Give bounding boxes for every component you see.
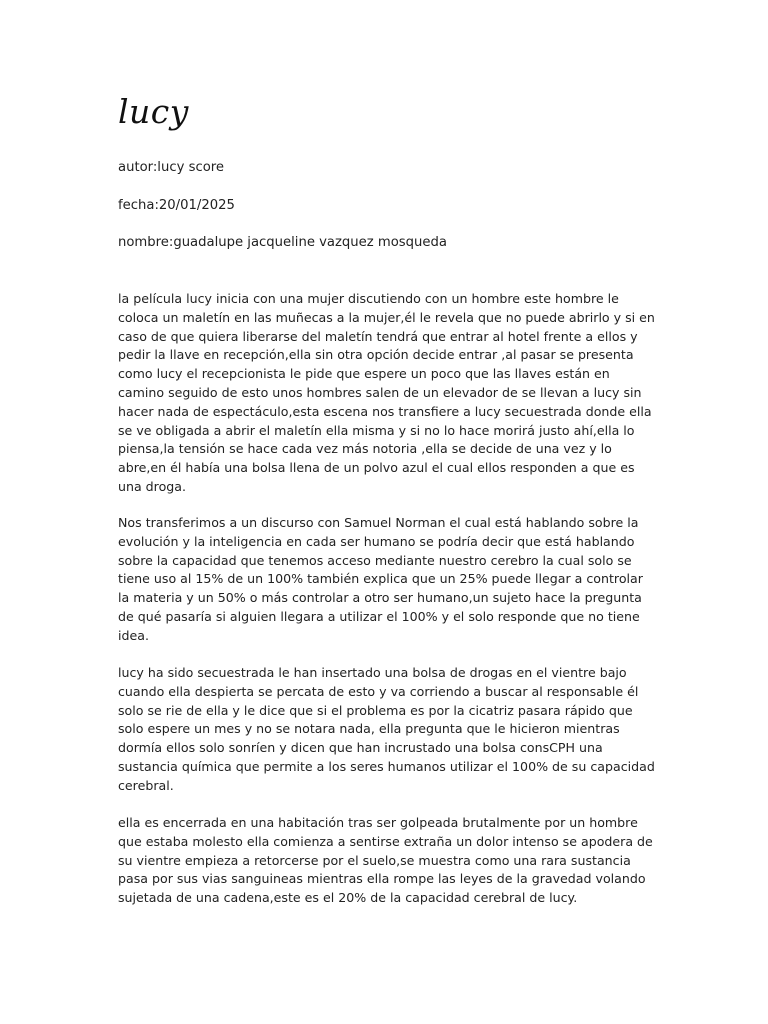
- document-title: lucy: [118, 92, 189, 131]
- date-line: fecha:20/01/2025: [118, 198, 235, 213]
- paragraph-kidnapping: lucy ha sido secuestrada le han insertado una bolsa de drogas en el vientre bajo cuando ella despierta se percata de esto y va corriendo a buscar al responsable él solo se rie de ella y le dice que si el problema es por la cicatriz pasara rápido que solo espere un mes y no se notara nada, ella pregunta que le hicieron mientras dormía ellos solo sonríen y dicen que han incrustado una bolsa consCPH una sustancia química que permite a los seres humanos utilizar el 100% de su capacidad cerebral.: [118, 665, 655, 793]
- paragraph-norman-speech: Nos transferimos a un discurso con Samuel Norman el cual está hablando sobre la evolución y la inteligencia en cada ser humano se podría decir que está hablando sobre la capacidad que tenemos acceso mediante nuestro cerebro la cual solo se tiene uso al 15% de un 100% también explica que un 25% puede llegar a controlar la materia y un 50% o más controlar a otro ser humano,un sujeto hace la pregunta de qué pasaría si alguien llegara a utilizar el 100% y el solo responde que no tiene idea.: [118, 515, 643, 643]
- paragraph-plot-intro: la película lucy inicia con una mujer discutiendo con un hombre este hombre le coloca un maletín en las muñecas a la mujer,él le revela que no puede abrirlo y si en caso de que quiera liberarse del maletín tendrá que entrar al hotel frente a ellos y pedir la llave en recepción,ella sin otra opción decide entrar ,al pasar se presenta como lucy el recepcionista le pide que espere un poco que las llaves están en camino seguido de esto unos hombres salen de un elevador de se llevan a lucy sin hacer nada de espectáculo,esta escena nos transfiere a lucy secuestrada donde ella se ve obligada a abrir el maletín ella misma y si no lo hace morirá justo ahí,ella lo piensa,la tensión se hace cada vez más notoria ,ella se decide de una vez y lo abre,en él había una bolsa llena de un polvo azul el cual ellos responden a que es una droga.: [118, 291, 655, 494]
- author-line: autor:lucy score: [118, 160, 225, 175]
- name-line: nombre:guadalupe jacqueline vazquez mosqueda: [118, 235, 447, 250]
- paragraph-transformation: ella es encerrada en una habitación tras ser golpeada brutalmente por un hombre que estaba molesto ella comienza a sentirse extraña un dolor intenso se apodera de su vientre empieza a retorcerse por el suelo,se muestra como una rara sustancia pasa por sus vias sanguineas mientras ella rompe las leyes de la gravedad volando sujetada de una cadena,este es el 20% de la capacidad cerebral de lucy.: [118, 815, 653, 906]
